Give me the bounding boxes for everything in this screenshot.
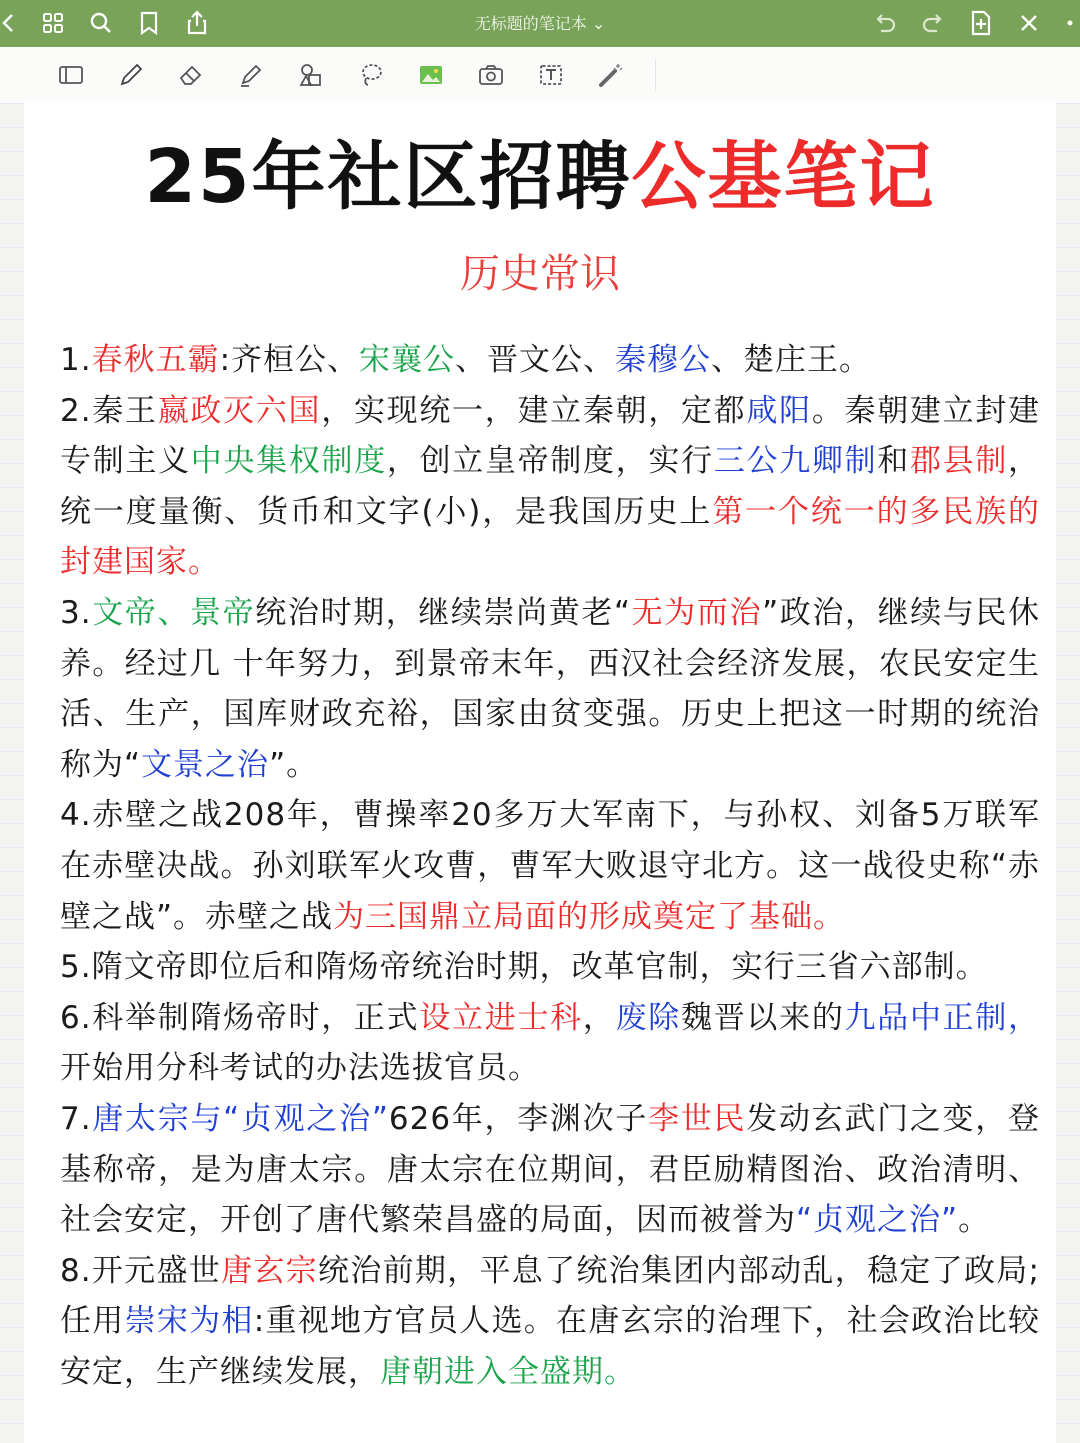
title-bar [0,0,1080,47]
text-run: :齐桓公、 [219,342,360,378]
note-item-3 [60,588,1040,790]
text-run: 为三国鼎立局面的形成奠定了基础。 [333,898,846,935]
text-run: 九品中正制， [844,999,1041,1036]
add-page-icon[interactable] [966,8,996,38]
pen-icon[interactable] [115,59,147,91]
text-run: 5.隋文帝即位后和隋炀帝统治时期，改革官制，实行三省六部制。 [60,949,988,986]
text-run: 崇宋为相 [124,1303,254,1340]
text-run: ，实现统一，建立秦朝，定都 [321,392,747,429]
text-run: 。秦朝建立封建专制主义 [60,392,1041,480]
eraser-icon[interactable] [175,59,207,91]
text-run: 中央集权制度 [190,443,387,480]
text-run: 6.科举制隋炀帝时，正式 [60,999,420,1036]
text-run: 发动玄武门之变，登基称帝，是为唐太宗。唐太宗在位期间，君臣励精图治、政治清明、社会安定，开创了唐代繁荣昌盛的局面，因而被誉为 [60,1100,1040,1239]
text-box-icon[interactable] [535,59,567,91]
text-run: “贞观之治” [796,1202,959,1239]
text-run: 1. [60,342,92,378]
text-run: 魏晋以来的 [681,999,845,1036]
grid-margin-right [1056,103,1080,1443]
toolbar-divider [655,59,656,91]
text-run: 8.开元盛世 [60,1252,222,1289]
text-run: 、楚庄王。 [711,342,872,378]
text-run: 626年，李渊次子 [388,1100,649,1137]
text-run: ”。 [269,746,319,783]
text-run: 设立进士科 [419,999,583,1036]
text-run: 唐朝进入全盛期。 [380,1353,636,1390]
grid-margin-left [0,103,24,1443]
text-run: 唐太宗与“贞观之治” [91,1100,389,1137]
highlighter-icon[interactable] [235,59,267,91]
text-run: 唐玄宗 [221,1252,318,1289]
page-title [24,133,1056,221]
note-item-6 [60,993,1040,1094]
undo-icon[interactable] [870,8,900,38]
text-run: ， [582,999,616,1036]
text-run: 李世民 [648,1100,747,1137]
shapes-icon[interactable] [295,59,327,91]
text-run: 3. [60,594,92,631]
text-run: 开始用分科考试的办法选拔官员。 [60,1050,540,1087]
text-run: 三公九卿制 [713,443,878,480]
note-item-4 [60,790,1040,942]
section-subtitle: 历史常识 [460,251,620,297]
close-icon[interactable] [1014,8,1044,38]
text-run: 。 [958,1202,991,1239]
text-run: 7. [60,1100,92,1137]
redo-icon[interactable] [918,8,948,38]
note-item-8 [60,1246,1040,1398]
text-run: 统治时期，继续崇尚黄老“ [255,594,632,631]
text-run: 宋襄公 [359,342,456,378]
note-item-1 [60,335,1040,386]
text-run: 嬴政灭六国 [157,392,322,429]
text-run: 统治前期，平息了统治集团内部动乱，稳定了政局;任用 [60,1252,1041,1340]
text-run: :重视地方官员人选。在唐玄宗的治理下，社会政治比较安定，生产继续发展， [60,1303,1040,1390]
text-run: 、晋文公、 [455,342,616,378]
text-run: 咸阳 [746,392,812,429]
text-run: 秦穆公 [615,342,712,378]
text-run: ，统一度量衡、货币和文字(小)，是我国历史上 [60,443,1041,530]
note-item-7 [60,1094,1040,1246]
title-black-part: 25年社区招聘 [144,134,632,220]
text-run: 第一个统一的多民族的封建国家。 [60,493,1041,581]
drawing-toolbar [0,47,1080,104]
text-run: 文帝、景帝 [91,594,256,631]
image-icon[interactable] [415,59,447,91]
lasso-icon[interactable] [355,59,387,91]
text-run: 无为而治 [631,594,763,631]
text-run: 文景之治 [141,746,270,783]
text-run: 4.赤壁之战208年，曹操率20多万大军南下，与孙权、刘备5万联军在赤壁决战。孙刘联军火攻曹，曹军大败退守北方。这一战役史称“赤壁之战”。赤壁之战 [60,797,1040,935]
laser-pointer-icon[interactable] [595,59,627,91]
text-run: 春秋五霸 [91,342,220,378]
text-run: 2.秦王 [60,392,158,429]
camera-icon[interactable] [475,59,507,91]
page-layout-icon[interactable] [55,59,87,91]
notes-body [60,335,1040,1397]
note-page[interactable] [24,103,1056,1443]
text-run: 和 [877,443,910,480]
text-run: ，创立皇帝制度，实行 [386,443,714,480]
text-run: ”政治，继续与民休养。经过几 十年努力，到景帝末年，西汉社会经济发展，农民安定生活、生产，国库财政充裕，国家由贫变强。历史上把这一时期的统治称为“ [60,594,1041,783]
title-red-part: 公基笔记 [631,134,936,220]
more-icon[interactable] [1058,8,1080,38]
note-item-5 [60,942,1040,993]
text-run: 废除 [615,999,681,1036]
note-item-2 [60,386,1040,588]
text-run: 郡县制 [909,443,1009,480]
notebook-title[interactable]: 无标题的笔记本 ⌄ [474,14,606,33]
